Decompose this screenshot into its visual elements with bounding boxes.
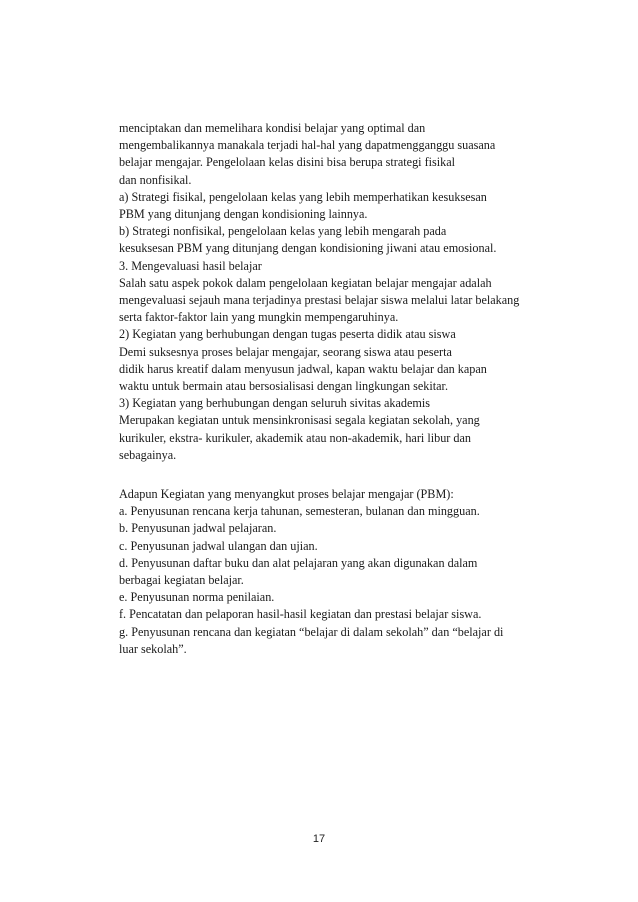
text-line: b) Strategi nonfisikal, pengelolaan kelas yang lebih mengarah pada — [119, 224, 447, 239]
paragraph-spacer — [119, 464, 564, 486]
text-line: belajar mengajar. Pengelolaan kelas disini bisa berupa strategi fisikal — [119, 155, 456, 170]
text-line: luar sekolah”. — [119, 641, 187, 656]
text-line: mengembalikannya manakala terjadi hal-hal yang dapatmengganggu suasana — [119, 138, 496, 153]
text-line: Adapun Kegiatan yang menyangkut proses belajar mengajar (PBM): — [119, 487, 454, 502]
text-line: Demi suksesnya proses belajar mengajar, seorang siswa atau peserta — [119, 344, 452, 359]
body-text — [119, 120, 564, 658]
text-line: menciptakan dan memelihara kondisi belajar yang optimal dan — [119, 121, 426, 135]
text-line: a. Penyusunan rencana kerja tahunan, semesteran, bulanan dan mingguan. — [119, 504, 480, 519]
text-line: berbagai kegiatan belajar. — [119, 573, 244, 588]
text-line: 3. Mengevaluasi hasil belajar — [119, 258, 262, 273]
text-line: sebagainya. — [119, 447, 177, 462]
paragraph-1 — [119, 120, 564, 464]
page-number: 17 — [312, 833, 326, 845]
text-line: b. Penyusunan jadwal pelajaran. — [119, 521, 277, 536]
text-line: e. Penyusunan norma penilaian. — [119, 590, 275, 605]
text-line: d. Penyusunan daftar buku dan alat pelajaran yang akan digunakan dalam — [119, 555, 478, 570]
text-line: f. Pencatatan dan pelaporan hasil-hasil kegiatan dan prestasi belajar siswa. — [119, 607, 482, 622]
text-line: kurikuler, ekstra- kurikuler, akademik atau non-akademik, hari libur dan — [119, 430, 471, 445]
text-line: mengevaluasi sejauh mana terjadinya prestasi belajar siswa melalui latar belakang — [119, 293, 520, 308]
text-line: Salah satu aspek pokok dalam pengelolaan kegiatan belajar mengajar adalah — [119, 275, 492, 290]
text-line: dan nonfisikal. — [119, 172, 192, 187]
text-line: Merupakan kegiatan untuk mensinkronisasi segala kegiatan sekolah, yang — [119, 413, 480, 428]
text-line: waktu untuk bermain atau bersosialisasi dengan lingkungan sekitar. — [119, 379, 448, 394]
text-line: 2) Kegiatan yang berhubungan dengan tugas peserta didik atau siswa — [119, 327, 456, 342]
text-line: serta faktor-faktor lain yang mungkin mempengaruhinya. — [119, 310, 399, 325]
text-line: kesuksesan PBM yang ditunjang dengan kondisioning jiwani atau emosional. — [119, 241, 497, 256]
text-line: 3) Kegiatan yang berhubungan dengan seluruh sivitas akademis — [119, 396, 431, 411]
text-line: didik harus kreatif dalam menyusun jadwal, kapan waktu belajar dan kapan — [119, 361, 487, 376]
text-line: g. Penyusunan rencana dan kegiatan “belajar di dalam sekolah” dan “belajar di — [119, 624, 504, 639]
text-line: a) Strategi fisikal, pengelolaan kelas yang lebih memperhatikan kesuksesan — [119, 189, 487, 204]
text-line: c. Penyusunan jadwal ulangan dan ujian. — [119, 538, 318, 553]
paragraph-2 — [119, 486, 564, 658]
text-line: PBM yang ditunjang dengan kondisioning lainnya. — [119, 207, 368, 222]
